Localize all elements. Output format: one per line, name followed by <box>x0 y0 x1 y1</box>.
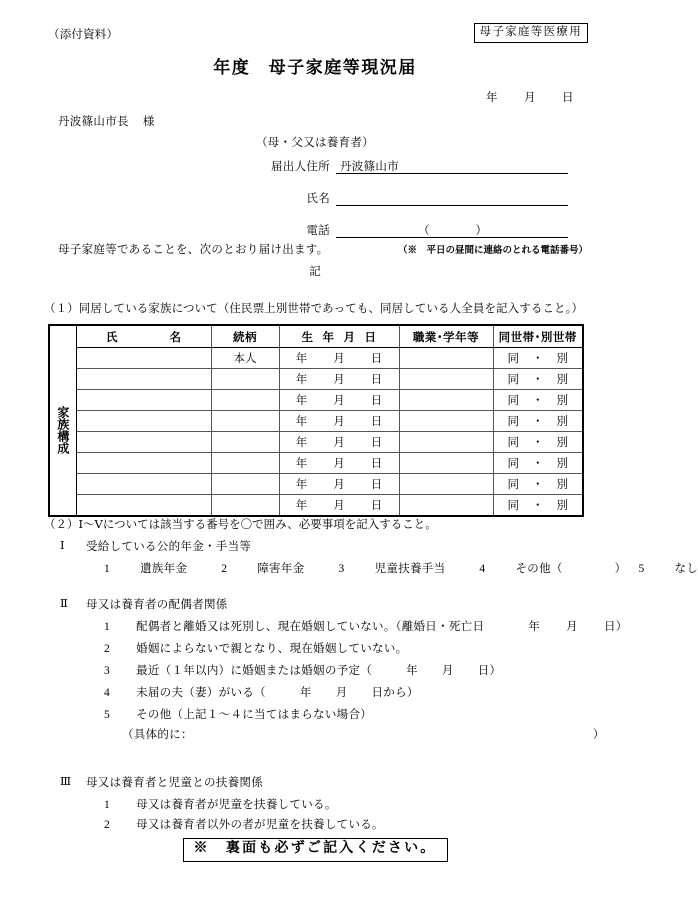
item-2-option-4-day: 日から） <box>371 687 419 699</box>
column-header-dob <box>279 325 399 348</box>
table-row <box>49 474 583 495</box>
column-header-relation: 続柄 <box>211 325 279 348</box>
cell-household[interactable] <box>493 348 583 369</box>
cell-dob-month: 月 <box>333 479 345 491</box>
cell-dob[interactable] <box>279 453 399 474</box>
item-3-option-1-label[interactable]: 母又は養育者が児童を扶養している。 <box>136 799 337 811</box>
item-2-option-4-num[interactable]: 4 <box>104 687 111 699</box>
item-2-option-3-num[interactable]: 3 <box>104 665 111 677</box>
cell-household-sep: ・ <box>532 353 544 365</box>
cell-household-other[interactable]: 別 <box>556 437 568 449</box>
cell-household-other[interactable]: 別 <box>556 374 568 386</box>
date-month-label: 月 <box>524 92 536 104</box>
cell-dob-year: 年 <box>295 437 308 449</box>
cell-relation[interactable] <box>211 411 279 432</box>
cell-occupation[interactable] <box>399 348 493 369</box>
cell-household[interactable] <box>493 369 583 390</box>
item-2-option-4-label[interactable]: 未届の夫（妻）がいる（ <box>136 687 266 699</box>
back-side-notice <box>0 838 630 862</box>
addressee-name: 丹波篠山市長 <box>58 116 129 128</box>
cell-relation[interactable]: 本人 <box>211 348 279 369</box>
cell-household-sep: ・ <box>532 458 544 470</box>
item-2-option-2-label[interactable]: 婚姻によらないで親となり、現在婚姻していない。 <box>136 643 408 655</box>
cell-dob-month: 月 <box>333 500 345 512</box>
cell-household[interactable] <box>493 390 583 411</box>
telephone-paren-open: （ <box>418 225 430 237</box>
item-2-option-3-label[interactable]: 最近（１年以内）に婚姻または婚姻の予定（ <box>136 665 373 677</box>
cell-dob[interactable] <box>279 390 399 411</box>
item-1-option-3-num[interactable]: 3 <box>338 563 345 575</box>
item-2-option-4[interactable] <box>104 684 419 700</box>
table-row <box>49 348 583 369</box>
item-2-option-4-year: 年 <box>299 687 312 699</box>
item-3-roman: Ⅲ <box>60 776 72 788</box>
cell-dob-day: 日 <box>370 479 383 491</box>
cell-name[interactable] <box>76 390 211 411</box>
cell-occupation[interactable] <box>399 369 493 390</box>
telephone-parentheses <box>418 222 487 238</box>
column-header-household: 同世帯･別世帯 <box>493 325 583 348</box>
cell-household-sep: ・ <box>532 437 544 449</box>
cell-dob-day: 日 <box>370 500 383 512</box>
header-name-left: 氏 <box>106 331 118 344</box>
item-3-option-1-num[interactable]: 1 <box>104 799 111 811</box>
cell-relation[interactable] <box>211 432 279 453</box>
item-2-option-1[interactable] <box>104 618 628 634</box>
cell-dob-day: 日 <box>370 437 383 449</box>
cell-household[interactable] <box>493 474 583 495</box>
addressee <box>58 113 155 129</box>
table-row <box>49 390 583 411</box>
cell-dob-month: 月 <box>333 395 345 407</box>
item-2-option-3-month: 月 <box>441 665 454 677</box>
cell-dob[interactable] <box>279 411 399 432</box>
cell-household[interactable] <box>493 432 583 453</box>
cell-household-other[interactable]: 別 <box>556 416 568 428</box>
table-row <box>49 411 583 432</box>
back-side-notice-text: ※ 裏面も必ずご記入ください。 <box>183 838 448 862</box>
cell-occupation[interactable] <box>399 432 493 453</box>
cell-occupation[interactable] <box>399 474 493 495</box>
table-row <box>49 432 583 453</box>
cell-name[interactable] <box>76 495 211 517</box>
item-2-heading: 母又は養育者の配偶者関係 <box>86 599 228 611</box>
vertical-label-text: 家族構成 <box>55 405 70 454</box>
item-3-option-1[interactable] <box>104 796 337 812</box>
item-3-option-2-num[interactable]: 2 <box>104 819 111 831</box>
applicant-role-note: （母・父又は養育者） <box>256 137 374 149</box>
cell-household-same[interactable]: 同 <box>507 437 519 449</box>
cell-dob-day: 日 <box>370 374 383 386</box>
item-2-option-2-num[interactable]: 2 <box>104 643 111 655</box>
cell-name[interactable] <box>76 453 211 474</box>
family-composition-table <box>48 324 584 517</box>
column-header-name <box>76 325 211 348</box>
item-2-option-5-num[interactable]: 5 <box>104 709 111 721</box>
item-2-option-3[interactable] <box>104 662 501 678</box>
table-row <box>49 453 583 474</box>
item-2-detail-field[interactable] <box>122 726 605 742</box>
ki-marker: 記 <box>309 266 321 278</box>
cell-household-same[interactable]: 同 <box>507 395 519 407</box>
name-label: 氏名 <box>306 193 330 205</box>
medical-use-stamp-box: 母子家庭等医療用 <box>474 23 588 43</box>
cell-dob-month: 月 <box>333 353 345 365</box>
cell-household-other[interactable]: 別 <box>556 353 568 365</box>
item-2-option-5-label[interactable]: その他（上記１～４に当てはまらない場合） <box>136 709 373 721</box>
telephone-field[interactable] <box>258 220 568 242</box>
cell-dob-day: 日 <box>370 395 383 407</box>
cell-dob-day: 日 <box>370 458 383 470</box>
cell-household-same[interactable]: 同 <box>507 458 519 470</box>
item-1-option-5-label[interactable]: なし <box>674 563 698 575</box>
cell-household[interactable] <box>493 411 583 432</box>
telephone-paren-close: ） <box>475 225 487 237</box>
cell-dob-day: 日 <box>370 353 383 365</box>
item-1-option-1-num[interactable]: 1 <box>104 563 111 575</box>
cell-relation[interactable] <box>211 495 279 517</box>
cell-household-sep: ・ <box>532 374 544 386</box>
header-dob-month: 月 <box>343 331 356 344</box>
cell-name[interactable] <box>76 432 211 453</box>
cell-household-same[interactable]: 同 <box>507 353 519 365</box>
date-day-label: 日 <box>562 92 574 104</box>
cell-household[interactable] <box>493 453 583 474</box>
item-2-option-3-day: 日） <box>477 665 502 677</box>
cell-dob-year: 年 <box>295 395 308 407</box>
item-2-detail-label: （具体的に： <box>122 729 193 741</box>
cell-name[interactable] <box>76 474 211 495</box>
cell-household-sep: ・ <box>532 500 544 512</box>
cell-name[interactable] <box>76 411 211 432</box>
item-1-roman: Ⅰ <box>60 540 65 552</box>
cell-dob[interactable] <box>279 369 399 390</box>
date-year-label: 年 <box>486 92 498 104</box>
item-1-option-2-num[interactable]: 2 <box>221 563 228 575</box>
address-value: 丹波篠山市 <box>340 161 399 173</box>
item-2-option-5[interactable] <box>104 706 372 722</box>
cell-household-same[interactable]: 同 <box>507 479 519 491</box>
telephone-note: （※ 平日の昼間に連絡のとれる電話番号） <box>398 246 589 256</box>
table-row <box>49 495 583 517</box>
telephone-underline <box>336 237 568 238</box>
page-title: 年度 母子家庭等現況届 <box>213 58 417 77</box>
item-1-option-5-num[interactable]: 5 <box>638 563 645 575</box>
cell-household[interactable] <box>493 495 583 517</box>
cell-household-sep: ・ <box>532 395 544 407</box>
item-2-option-1-label[interactable]: 配偶者と離婚又は死別し、現在婚姻していない。（離婚日・死亡日 <box>136 621 485 633</box>
name-field[interactable] <box>258 188 568 210</box>
name-underline <box>336 205 568 206</box>
cell-relation[interactable] <box>211 390 279 411</box>
cell-household-sep: ・ <box>532 416 544 428</box>
cell-household-other[interactable]: 別 <box>556 479 568 491</box>
cell-relation[interactable] <box>211 453 279 474</box>
cell-dob[interactable] <box>279 495 399 517</box>
cell-household-same[interactable]: 同 <box>507 500 519 512</box>
cell-dob-year: 年 <box>295 500 308 512</box>
header-dob-day: 日 <box>364 331 377 344</box>
address-field[interactable] <box>258 156 568 178</box>
cell-dob-month: 月 <box>333 437 345 449</box>
item-1-option-4-paren-close: ） <box>614 563 627 575</box>
cell-name[interactable] <box>76 369 211 390</box>
item-2-detail-close: ） <box>592 729 605 741</box>
cell-dob[interactable] <box>279 474 399 495</box>
item-1-option-2-label[interactable]: 障害年金 <box>257 563 305 575</box>
column-header-occupation: 職業･学年等 <box>399 325 493 348</box>
cell-dob-year: 年 <box>295 416 308 428</box>
item-2-option-1-day: 日） <box>603 621 628 633</box>
item-2-option-4-month: 月 <box>335 687 348 699</box>
cell-dob-month: 月 <box>333 374 345 386</box>
section1-title: （１）同居している家族について（住民票上別世帯であっても、同居している人全員を記入すること。） <box>44 303 584 315</box>
item-1-option-3-label[interactable]: 児童扶養手当 <box>374 563 446 575</box>
header-dob-year: 年 <box>322 331 335 344</box>
item-2-option-1-num[interactable]: 1 <box>104 621 111 633</box>
header-dob-sei: 生 <box>301 331 314 344</box>
cell-relation[interactable] <box>211 474 279 495</box>
item-2-option-1-month: 月 <box>566 621 578 633</box>
cell-occupation[interactable] <box>399 495 493 517</box>
item-1-option-1-label[interactable]: 遺族年金 <box>140 563 188 575</box>
submission-date-line <box>486 89 574 105</box>
cell-dob[interactable] <box>279 348 399 369</box>
cell-occupation[interactable] <box>399 453 493 474</box>
cell-dob-day: 日 <box>370 416 383 428</box>
item-2-roman: Ⅱ <box>60 598 68 610</box>
item-2-option-2[interactable] <box>104 640 407 656</box>
cell-household-other[interactable]: 別 <box>556 500 568 512</box>
telephone-label: 電話 <box>306 225 330 237</box>
item-2-option-3-year: 年 <box>406 665 418 677</box>
item-1-heading: 受給している公的年金・手当等 <box>86 541 252 553</box>
addressee-honorific: 様 <box>142 116 155 128</box>
item-3-heading: 母又は養育者と児童との扶養関係 <box>86 777 263 789</box>
cell-dob-year: 年 <box>295 479 308 491</box>
cell-dob[interactable] <box>279 432 399 453</box>
address-label: 届出人住所 <box>271 161 330 173</box>
header-name-right: 名 <box>169 331 181 344</box>
declaration-text: 母子家庭等であることを、次のとおり届け出ます。 <box>58 244 329 256</box>
cell-occupation[interactable] <box>399 411 493 432</box>
cell-dob-year: 年 <box>295 374 308 386</box>
item-1-options[interactable] <box>104 560 698 576</box>
cell-household-sep: ・ <box>532 479 544 491</box>
cell-relation[interactable] <box>211 369 279 390</box>
cell-dob-month: 月 <box>333 416 345 428</box>
item-2-option-1-year: 年 <box>528 621 541 633</box>
cell-occupation[interactable] <box>399 390 493 411</box>
address-underline <box>336 173 568 174</box>
cell-dob-year: 年 <box>295 458 308 470</box>
item-3-option-2[interactable] <box>104 816 384 832</box>
item-3-option-2-label[interactable]: 母又は養育者以外の者が児童を扶養している。 <box>136 819 384 831</box>
cell-household-same[interactable]: 同 <box>507 416 519 428</box>
vertical-label-header <box>49 325 76 348</box>
cell-household-other[interactable]: 別 <box>556 458 568 470</box>
table-header-row <box>49 325 583 348</box>
item-1-option-4-num[interactable]: 4 <box>479 563 486 575</box>
family-composition-vertical-label <box>49 348 76 517</box>
cell-dob-month: 月 <box>333 458 345 470</box>
item-1-option-4-label[interactable]: その他（ <box>515 563 563 575</box>
cell-household-same[interactable]: 同 <box>507 374 519 386</box>
attachment-label: （添付資料） <box>48 29 119 41</box>
section2-title: （２）Ⅰ～Ⅴについては該当する番号を〇で囲み、必要事項を記入すること。 <box>44 519 437 531</box>
cell-name[interactable] <box>76 348 211 369</box>
cell-dob-year: 年 <box>295 353 308 365</box>
cell-household-other[interactable]: 別 <box>556 395 568 407</box>
table-row <box>49 369 583 390</box>
